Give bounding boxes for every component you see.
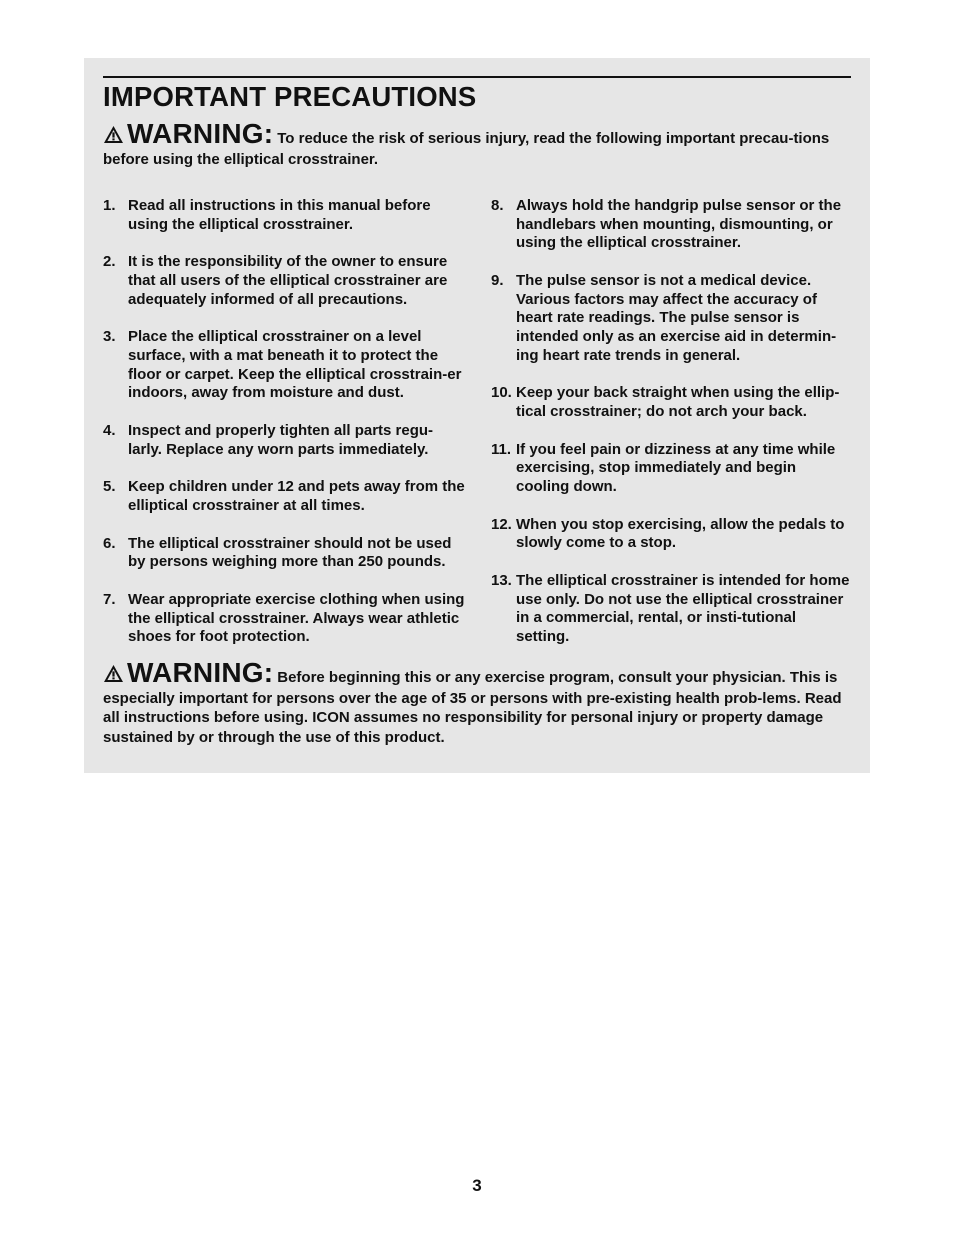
precaution-number: 6. bbox=[103, 534, 116, 552]
precaution-text: If you feel pain or dizziness at any time while exercising, stop immediately and begin cooling down. bbox=[516, 440, 836, 496]
precaution-number: 2. bbox=[103, 253, 116, 271]
precaution-text: The pulse sensor is not a medical device. Various factors may affect the accuracy of heart rate readings. The pulse sensor is intended only as an exercise aid in determin-ing heart rate trends in general. bbox=[516, 272, 837, 364]
precaution-item bbox=[491, 572, 853, 647]
precaution-number: 5. bbox=[103, 478, 116, 496]
precaution-number: 12. bbox=[491, 515, 512, 533]
warning-triangle-icon bbox=[103, 664, 124, 689]
page-number: 3 bbox=[472, 1176, 482, 1195]
warning-label: WARNING: bbox=[127, 657, 274, 688]
warning-text: Before beginning this or any exercise program, consult your physician. This is especially important for persons over the age of 35 or persons with pre-existing health prob-lems. Read all instructions before using. ICON assumes no responsibility for personal injury or property damage sustained by or through the use of this product. bbox=[103, 669, 842, 746]
precaution-item bbox=[103, 328, 465, 403]
precaution-item bbox=[103, 478, 465, 515]
precaution-text: Always hold the handgrip pulse sensor or the handlebars when mounting, dismounting, or using the elliptical crosstrainer. bbox=[516, 197, 842, 252]
section-title: IMPORTANT PRECAUTIONS bbox=[103, 81, 477, 112]
precaution-item bbox=[491, 441, 853, 497]
precaution-text: The elliptical crosstrainer is intended for home use only. Do not use the elliptical crosstrainer in a commercial, rental, or insti-tutional setting. bbox=[516, 572, 850, 646]
precaution-text: Wear appropriate exercise clothing when using the elliptical crosstrainer. Always wear athletic shoes for foot protection. bbox=[128, 590, 465, 646]
precaution-text: Place the elliptical crosstrainer on a level surface, with a mat beneath it to protect the floor or carpet. Keep the elliptical crosstrain-er indoors, away from moisture and dust. bbox=[128, 328, 462, 402]
precautions-list-right bbox=[491, 197, 853, 666]
warning-text: To reduce the risk of serious injury, read the following important precau-tions before using the elliptical crosstrainer. bbox=[103, 130, 830, 168]
precaution-text: Read all instructions in this manual before using the elliptical crosstrainer. bbox=[128, 197, 431, 233]
precautions-panel bbox=[84, 58, 870, 773]
precaution-number: 4. bbox=[103, 422, 116, 439]
precaution-item bbox=[491, 516, 853, 553]
warning-block-physician bbox=[103, 657, 851, 747]
precaution-number: 7. bbox=[103, 590, 116, 608]
precaution-item bbox=[103, 422, 465, 459]
precaution-number: 9. bbox=[491, 272, 504, 289]
precaution-number: 8. bbox=[491, 197, 504, 214]
precaution-item bbox=[491, 272, 853, 366]
precautions-list-left bbox=[103, 197, 465, 666]
precaution-number: 3. bbox=[103, 328, 116, 346]
precaution-text: Keep children under 12 and pets away from the elliptical crosstrainer at all times. bbox=[128, 478, 465, 514]
precaution-text: The elliptical crosstrainer should not be used by persons weighing more than 250 pounds. bbox=[128, 534, 452, 571]
precaution-number: 11. bbox=[491, 440, 512, 458]
precaution-item bbox=[103, 535, 465, 572]
precaution-item bbox=[103, 253, 465, 309]
warning-block-intro bbox=[103, 118, 851, 169]
precaution-text: Keep your back straight when using the ellip-tical crosstrainer; do not arch your back. bbox=[516, 384, 840, 421]
precaution-item bbox=[103, 197, 465, 234]
precaution-number: 13. bbox=[491, 572, 512, 589]
precaution-number: 1. bbox=[103, 197, 116, 214]
precaution-text: When you stop exercising, allow the pedals to slowly come to a stop. bbox=[516, 515, 845, 552]
warning-triangle-icon bbox=[103, 125, 124, 150]
title-rule bbox=[103, 76, 851, 78]
precaution-item bbox=[103, 591, 465, 647]
precaution-text: It is the responsibility of the owner to ensure that all users of the elliptical crosstrainer are adequately informed of all precautions. bbox=[128, 253, 448, 308]
precaution-item bbox=[491, 384, 853, 421]
precaution-number: 10. bbox=[491, 384, 512, 402]
precaution-item bbox=[491, 197, 853, 253]
warning-label: WARNING: bbox=[127, 118, 274, 149]
precaution-text: Inspect and properly tighten all parts regu-larly. Replace any worn parts immediately. bbox=[128, 422, 434, 458]
